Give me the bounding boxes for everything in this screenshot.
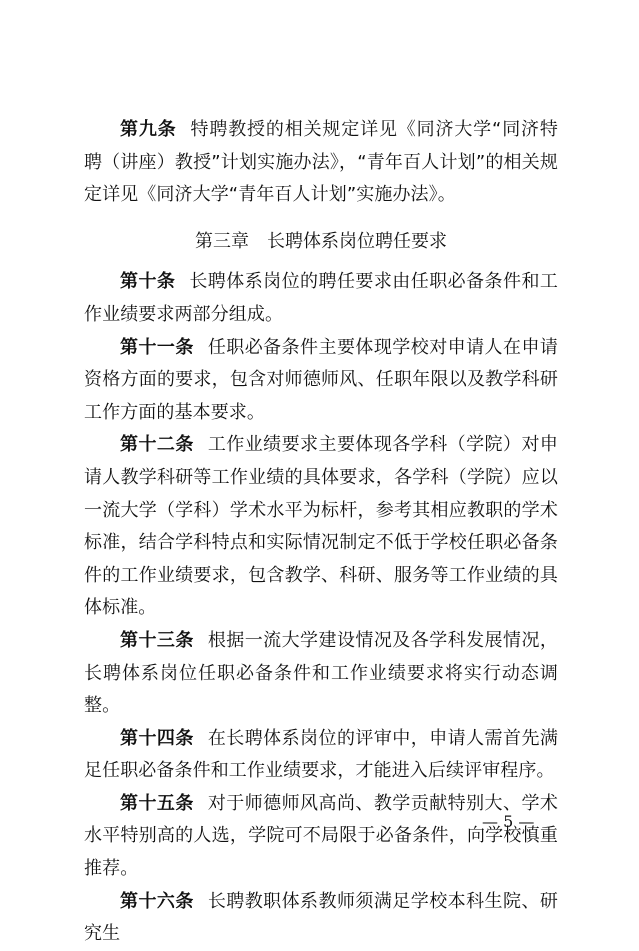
article-text: 特聘教授的相关规定详见《同济大学“同济特聘（讲座）教授”计划实施办法》，“青年百人计划”的相关规定详见《同济大学“青年百人计划”实施办法》。	[84, 119, 558, 206]
article-10	[84, 266, 558, 331]
article-label: 第十一条	[120, 336, 194, 358]
article-label: 第十五条	[120, 792, 194, 814]
article-9	[84, 114, 558, 212]
article-label: 第九条	[120, 119, 177, 140]
chapter-number: 第三章	[195, 230, 249, 252]
article-label: 第十六条	[120, 890, 194, 912]
article-label: 第十四条	[120, 727, 194, 749]
article-16	[84, 886, 558, 951]
article-12	[84, 429, 558, 625]
chapter-title: 长聘体系岗位聘任要求	[267, 230, 447, 252]
article-label: 第十二条	[120, 434, 194, 456]
article-text: 任职必备条件主要体现学校对申请人在申请资格方面的要求，包含对师德师风、任职年限以及教学科研工作方面的基本要求。	[84, 336, 559, 423]
article-11	[84, 332, 558, 430]
article-text: 根据一流大学建设情况及各学科发展情况，长聘体系岗位任职必备条件和工作业绩要求将实行动态调整。	[84, 629, 559, 717]
article-text: 在长聘体系岗位的评审中，申请人需首先满足任职必备条件和工作业绩要求，才能进入后续评审程序。	[84, 727, 559, 782]
article-text: 工作业绩要求主要体现各学科（学院）对申请人教学科研等工作业绩的具体要求，各学科（学院）应以一流大学（学科）学术水平为标杆，参考其相应教职的学术标准，结合学科特点和实际情况制定不低于学校任职必备条件的工作业绩要求，包含教学、科研、服务等工作业绩的具体标准。	[84, 434, 559, 619]
article-label: 第十三条	[120, 629, 194, 651]
article-13	[84, 625, 558, 723]
article-15	[84, 788, 558, 886]
article-text: 对于师德师风高尚、教学贡献特别大、学术水平特别高的人选，学院可不局限于必备条件，向学校慎重推荐。	[84, 792, 559, 880]
chapter-heading	[84, 226, 558, 259]
article-text: 长聘教职体系教师须满足学校本科生院、研究生	[84, 890, 559, 945]
article-text: 长聘体系岗位的聘任要求由任职必备条件和工作业绩要求两部分组成。	[84, 271, 558, 325]
page-number: — 5 —	[482, 812, 535, 831]
article-label: 第十条	[120, 271, 176, 293]
article-14	[84, 723, 558, 788]
